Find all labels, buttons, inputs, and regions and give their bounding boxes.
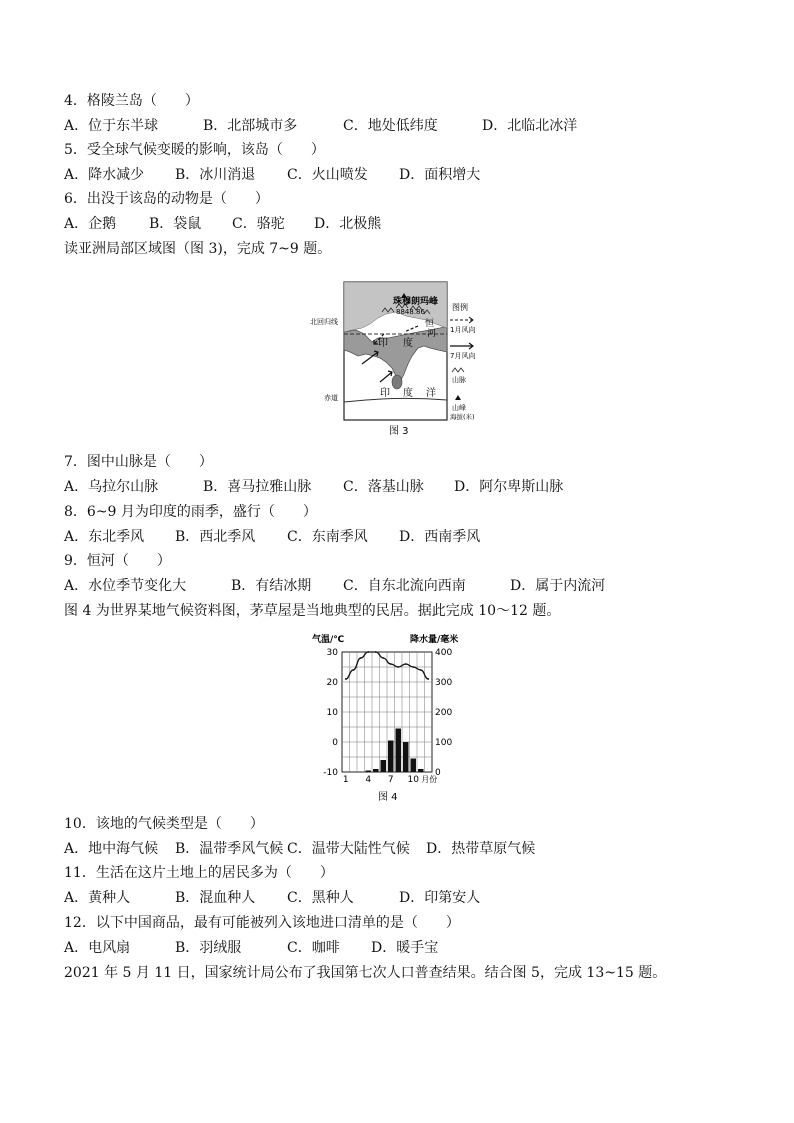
q11-stem: 11．生活在这片土地上的居民多为（ ） <box>64 865 334 881</box>
temperature-point <box>375 651 377 653</box>
label-heng: 恒 <box>425 319 435 329</box>
ocean-char-3: 洋 <box>426 388 436 399</box>
climate-caption: 图 4 <box>378 792 398 803</box>
q10-option-d: D．热带草原气候 <box>426 841 536 857</box>
precip-tick-label: 100 <box>435 738 453 748</box>
q10-option-b: B．温带季风气候 <box>175 841 284 857</box>
q5-option-a: A．降水减少 <box>64 167 145 183</box>
ocean-char-1: 印 <box>380 388 390 399</box>
temp-tick-label: 30 <box>326 648 338 658</box>
precip-bar <box>403 742 409 772</box>
q10-option-c: C．温带大陆性气候 <box>287 841 410 857</box>
precip-bar <box>381 760 387 772</box>
month-tick-label: 7 <box>387 775 394 785</box>
month-tick-label: 10 <box>407 775 419 785</box>
q12-option-c: C．咖啡 <box>287 940 340 956</box>
temperature-point <box>405 663 407 665</box>
q6-option-b: B．袋鼠 <box>149 216 202 232</box>
temp-tick-label: 0 <box>332 738 338 748</box>
island-sri-lanka <box>392 375 402 389</box>
temperature-point <box>397 666 399 668</box>
legend-jan: 1月风向 <box>450 326 476 334</box>
q9-option-b: B．有结冰期 <box>231 578 312 594</box>
month-unit-label: 月份 <box>421 775 438 784</box>
map-caption: 图 3 <box>389 426 409 437</box>
temperature-point <box>427 678 429 680</box>
q7-option-b: B．喜马拉雅山脉 <box>203 479 312 495</box>
legend-mountain-icon <box>452 368 464 372</box>
ocean-char-2: 度 <box>403 388 413 399</box>
precip-bar <box>366 771 372 773</box>
q8-stem: 8．6~9 月为印度的雨季，盛行（ ） <box>64 504 317 520</box>
label-du: 度 <box>403 338 413 349</box>
q11-option-a: A．黄种人 <box>64 890 131 906</box>
q5-option-c: C．火山喷发 <box>287 167 368 183</box>
q7-option-d: D．阿尔卑斯山脉 <box>454 479 564 495</box>
precip-bar <box>411 759 417 773</box>
intro-10-12: 图 4 为世界某地气候资料图，茅草屋是当地典型的民居。据此完成 10～12 题。 <box>64 603 561 619</box>
temperature-point <box>420 669 422 671</box>
q6-option-c: C．骆驼 <box>232 216 285 232</box>
q5-stem: 5．受全球气候变暖的影响，该岛（ ） <box>64 142 325 158</box>
peak-name: 珠穆朗玛峰 <box>393 297 439 307</box>
q6-option-d: D．北极熊 <box>314 216 382 232</box>
q11-option-b: B．混血种人 <box>175 890 256 906</box>
label-he: 河 <box>427 329 437 339</box>
temp-tick-label: 10 <box>326 708 338 718</box>
climate-chart <box>310 628 460 806</box>
q12-stem: 12．以下中国商品，最有可能被列入该地进口清单的是（ ） <box>64 915 460 931</box>
q10-option-a: A．地中海气候 <box>64 841 159 857</box>
q12-option-b: B．羽绒服 <box>175 940 242 956</box>
precip-bar <box>388 741 394 773</box>
temperature-point <box>360 657 362 659</box>
legend-jul: 7月风向 <box>450 352 476 360</box>
tropic-label: 北回归线 <box>310 318 338 326</box>
q6-stem: 6．出没于该岛的动物是（ ） <box>64 191 269 207</box>
temperature-point <box>367 651 369 653</box>
equator-label: 赤道 <box>324 394 338 402</box>
q7-option-c: C．落基山脉 <box>343 479 424 495</box>
q4-stem: 4．格陵兰岛（ ） <box>64 93 199 109</box>
temperature-point <box>412 666 414 668</box>
temp-tick-label: -10 <box>323 768 338 778</box>
legend-peak: 山峰 <box>452 404 466 412</box>
temp-tick-label: 20 <box>326 678 338 688</box>
legend-peak-icon <box>455 395 461 400</box>
q6-option-a: A．企鹅 <box>64 216 117 232</box>
q5-option-d: D．面积增大 <box>399 167 481 183</box>
q9-option-a: A．水位季节变化大 <box>64 578 187 594</box>
q11-option-d: D．印第安人 <box>399 890 481 906</box>
temp-axis-label: 气温/℃ <box>312 635 345 645</box>
q7-stem: 7．图中山脉是（ ） <box>64 454 213 470</box>
q8-option-d: D．西南季风 <box>399 529 481 545</box>
precip-bar <box>373 769 379 772</box>
precip-bar <box>396 729 402 773</box>
q7-option-a: A．乌拉尔山脉 <box>64 479 159 495</box>
q4-option-c: C．地处低纬度 <box>343 118 438 134</box>
q9-option-d: D．属于内流河 <box>510 578 606 594</box>
temperature-point <box>382 657 384 659</box>
legend-mountain: 山脉 <box>452 376 466 384</box>
precip-tick-label: 300 <box>435 678 453 688</box>
intro-7-9: 读亚洲局部区域图（图 3)，完成 7~9 题。 <box>64 241 332 257</box>
q12-option-d: D．暖手宝 <box>371 940 439 956</box>
q12-option-a: A．电风扇 <box>64 940 131 956</box>
q10-stem: 10．该地的气候类型是（ ） <box>64 816 264 832</box>
precip-tick-label: 200 <box>435 708 453 718</box>
precip-axis-label: 降水量/毫米 <box>410 635 459 645</box>
q5-option-b: B．冰川消退 <box>175 167 256 183</box>
q4-option-b: B．北部城市多 <box>203 118 298 134</box>
peak-height: 8848.86 <box>396 308 425 316</box>
q4-option-a: A．位于东半球 <box>64 118 159 134</box>
legend-title: 图例 <box>452 303 468 312</box>
q8-option-c: C．东南季风 <box>287 529 368 545</box>
label-yin: 印 <box>378 338 388 349</box>
legend-peak-alt: 海拔(米) <box>450 413 475 421</box>
temperature-point <box>345 678 347 680</box>
q9-stem: 9．恒河（ ） <box>64 553 171 569</box>
precip-bar <box>418 769 424 772</box>
month-tick-label: 1 <box>342 775 349 785</box>
asia-region-map <box>300 272 496 440</box>
precip-tick-label: 400 <box>435 648 453 658</box>
precip-tick-label: 0 <box>435 768 441 778</box>
intro-13-15: 2021 年 5 月 11 日，国家统计局公布了我国第七次人口普查结果。结合图 5，完成 13~15 题。 <box>64 965 667 981</box>
q8-option-b: B．西北季风 <box>175 529 256 545</box>
q8-option-a: A．东北季风 <box>64 529 145 545</box>
q9-option-c: C．自东北流向西南 <box>343 578 466 594</box>
temperature-point <box>390 663 392 665</box>
q11-option-c: C．黑种人 <box>287 890 354 906</box>
temperature-point <box>352 669 354 671</box>
month-tick-label: 4 <box>365 775 372 785</box>
q4-option-d: D．北临北冰洋 <box>482 118 578 134</box>
